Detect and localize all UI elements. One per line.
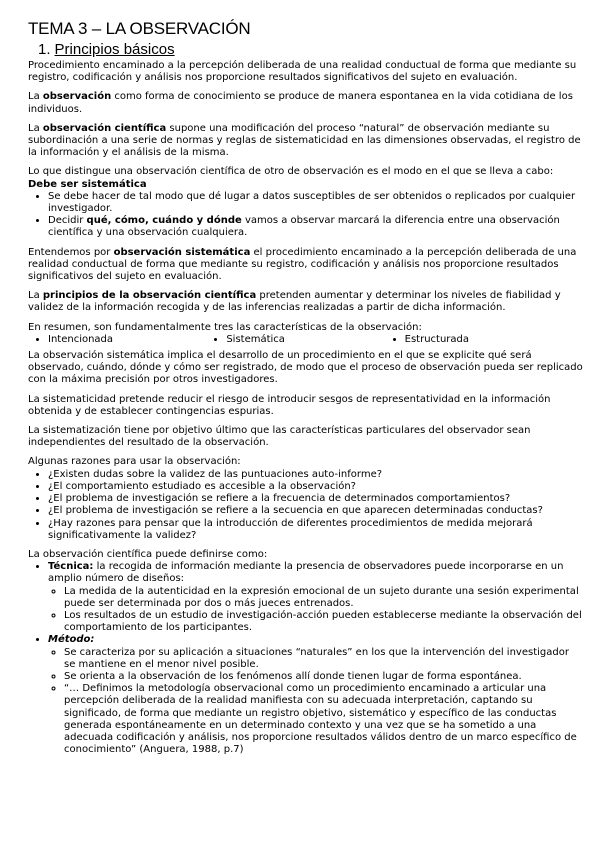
definition-list — [28, 561, 583, 756]
list-item: • ¿El problema de investigación se refiere a la secuencia en que aparecen determinadas conductas? — [48, 505, 583, 517]
text: el procedimiento encaminado a la percepción deliberada de una realidad conductual de forma que mediante su registro, codificación y análisis nos proporcione resultados significativos del sujeto en evaluación. — [28, 246, 577, 283]
bullet-list-sistematica — [28, 191, 583, 240]
characteristics-list — [28, 334, 583, 346]
paragraph-resumen: En resumen, son fundamentalmente tres las características de la observación: — [28, 321, 422, 333]
section-number: 1. — [38, 41, 51, 58]
section-heading — [28, 42, 583, 58]
text: Lo que distingue una observación científica de otro de observación es el modo en el que se lleva a cabo: — [28, 166, 554, 178]
bold-term: observación — [42, 91, 112, 103]
paragraph-observacion-sistematica — [28, 247, 583, 284]
list-item: ◦ Se orienta a la observación de los fenómenos allí donde tienen lugar de forma espontánea. — [64, 671, 583, 683]
section-title: Principios básicos — [54, 41, 175, 58]
bold-term: observación científica — [42, 122, 167, 134]
text: Decidir — [48, 215, 87, 227]
paragraph-sistematicidad: La sistematicidad pretende reducir el riesgo de introducir sesgos de representatividad en la información obtenida y de establecer contingencias espurias. — [28, 393, 551, 417]
list-item: ◦ “… Definimos la metodología observacional como un procedimiento encaminado a articular una percepción deliberada de la realidad manifiesta con su adecuada interpretación, captando su significado, de forma que mediante un registro objetivo, sistemático y específico de las conductas generada espontáneamente en un determinado contexto y una vez que se ha sometido a una adecuada codificación y análisis, nos proporcione resultados válidos dentro de un marco específico de conocimiento” (Anguera, 1988, p.7) — [64, 683, 583, 756]
text: La — [28, 290, 43, 302]
sub-list-tecnica — [48, 586, 583, 635]
paragraph-observacion-cientifica — [28, 123, 583, 160]
bold-term: Método: — [48, 634, 95, 646]
list-item: • Intencionada — [48, 334, 226, 346]
text: supone una modificación del proceso “natural” de observación mediante su subordinación a una serie de normas y reglas de sistematicidad en las dimensiones observadas, el registro de la información y el análisis de la misma. — [28, 122, 581, 159]
list-item: ◦ La medida de la autenticidad en la expresión emocional de un sujeto durante una sesión experimental puede ser determinada por dos o más jueces entrenados. — [64, 586, 583, 610]
paragraph-implica: La observación sistemática implica el desarrollo de un procedimiento en el que se explicite qué será observado, cuándo, dónde y cómo ser registrado, de modo que el proceso de observación pueda ser replicado con la máxima precisión por otros investigadores. — [28, 350, 583, 386]
text: vamos a observar marcará la diferencia entre una observación científica y una observación cualquiera. — [48, 215, 560, 239]
bold-term: qué, cómo, cuándo y dónde — [86, 215, 242, 227]
text: Entendemos por — [28, 246, 114, 258]
text: la recogida de información mediante la presencia de observadores puede incorporarse en un amplio número de diseños: — [48, 561, 564, 585]
paragraph-observacion — [28, 91, 583, 115]
list-item — [48, 215, 583, 239]
text: La — [28, 91, 43, 103]
bold-term: observación sistemática — [113, 246, 251, 258]
list-item-metodo — [48, 634, 583, 756]
list-item-tecnica — [48, 561, 583, 634]
text: La — [28, 122, 43, 134]
list-item: ◦ Se caracteriza por su aplicación a situaciones “naturales” en los que la intervención del investigador se mantiene en el menor nivel posible. — [64, 647, 583, 671]
list-item: • ¿El problema de investigación se refiere a la frecuencia de determinados comportamientos? — [48, 493, 583, 505]
text: pretenden aumentar y determinar los niveles de fiabilidad y validez de la información recogida y de las inferencias realizadas a partir de dicha información. — [28, 290, 561, 314]
paragraph-definition: Procedimiento encaminado a la percepción deliberada de una realidad conductual de forma que mediante su registro, codificación y análisis nos proporcione resultados significativos del sujeto en evaluación. — [28, 60, 577, 84]
bold-term: Técnica: — [48, 561, 94, 573]
paragraph-distingue — [28, 166, 583, 190]
paragraph-principios — [28, 290, 583, 314]
paragraph-definirse: La observación científica puede definirse como: — [28, 548, 268, 560]
list-item: • ¿Hay razones para pensar que la introducción de diferentes procedimientos de medida mejorará significativamente la validez? — [48, 518, 583, 542]
list-item: • Sistemática — [226, 334, 404, 346]
paragraph-sistematizacion: La sistematización tiene por objetivo último que las características particulares del observador sean independientes del resultado de la observación. — [28, 425, 531, 449]
bold-term: principios de la observación científica — [42, 290, 257, 302]
reasons-list — [28, 469, 583, 542]
list-item: • ¿Existen dudas sobre la validez de las puntuaciones auto-informe? — [48, 469, 583, 481]
list-item: • Estructurada — [405, 334, 583, 346]
list-item: • ¿El comportamiento estudiado es accesible a la observación? — [48, 481, 583, 493]
page-title: TEMA 3 – LA OBSERVACIÓN — [28, 19, 251, 38]
bold-term: Debe ser sistemática — [28, 178, 147, 190]
text: como forma de conocimiento se produce de manera espontanea en la vida cotidiana de los individuos. — [28, 91, 573, 115]
paragraph-razones: Algunas razones para usar la observación: — [28, 456, 241, 468]
document-page — [28, 19, 583, 756]
list-item: ◦ Los resultados de un estudio de investigación-acción pueden establecerse mediante la observación del comportamiento de los participantes. — [64, 610, 583, 634]
sub-list-metodo — [48, 647, 583, 757]
list-item: • Se debe hacer de tal modo que dé lugar a datos susceptibles de ser obtenidos o replicados por cualquier investigador. — [48, 191, 583, 215]
